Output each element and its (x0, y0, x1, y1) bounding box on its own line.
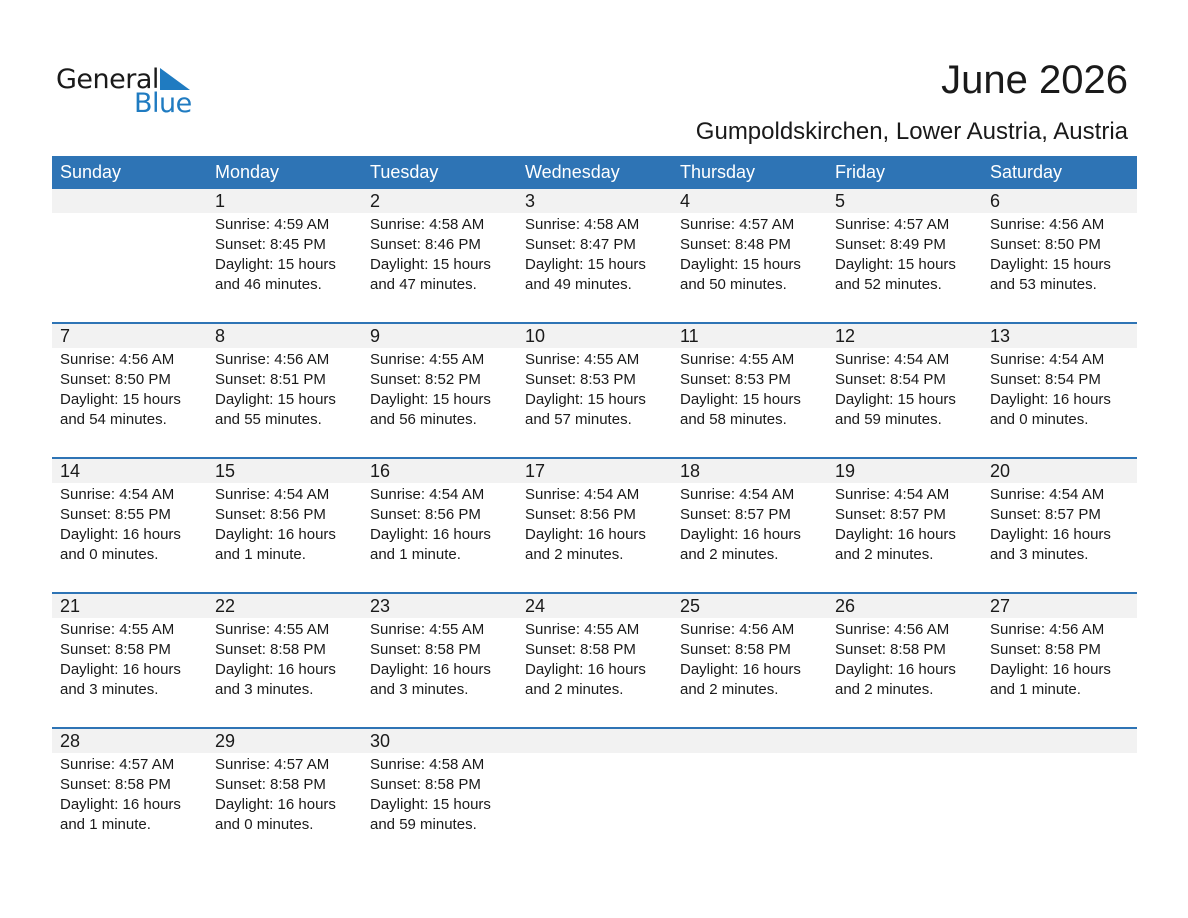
daylight-text: Daylight: 15 hours (370, 796, 491, 813)
day-number: 8 (215, 326, 226, 346)
daylight-text: Daylight: 15 hours (370, 256, 491, 273)
daylight-minutes-text: and 0 minutes. (215, 816, 314, 833)
logo-general-text: General (56, 64, 159, 95)
sunset-text: Sunset: 8:50 PM (990, 236, 1101, 253)
day-cell (517, 753, 672, 862)
daylight-minutes-text: and 2 minutes. (525, 546, 624, 563)
weekday-wednesday: Wednesday (525, 162, 620, 182)
daylight-minutes-text: and 59 minutes. (370, 816, 477, 833)
sunset-text: Sunset: 8:53 PM (525, 371, 636, 388)
day-cell (517, 213, 672, 322)
sunrise-text: Sunrise: 4:57 AM (680, 216, 795, 233)
day-cell (52, 348, 207, 457)
daylight-text: Daylight: 16 hours (215, 796, 336, 813)
sunset-text: Sunset: 8:57 PM (835, 506, 946, 523)
day-number: 30 (370, 731, 391, 751)
day-number: 6 (990, 191, 1001, 211)
sunset-text: Sunset: 8:47 PM (525, 236, 636, 253)
sunrise-text: Sunrise: 4:54 AM (525, 486, 640, 503)
daylight-minutes-text: and 1 minute. (990, 681, 1081, 698)
day-number: 11 (680, 326, 699, 346)
day-number: 15 (215, 461, 236, 481)
day-number: 14 (60, 461, 81, 481)
daylight-minutes-text: and 53 minutes. (990, 276, 1097, 293)
daylight-text: Daylight: 15 hours (525, 256, 646, 273)
sunset-text: Sunset: 8:50 PM (60, 371, 171, 388)
weekday-thursday: Thursday (680, 162, 756, 182)
daylight-minutes-text: and 58 minutes. (680, 411, 787, 428)
daylight-text: Daylight: 16 hours (215, 661, 336, 678)
sunset-text: Sunset: 8:58 PM (370, 776, 481, 793)
sunset-text: Sunset: 8:52 PM (370, 371, 481, 388)
page-title: June 2026 (941, 58, 1128, 102)
day-number: 19 (835, 461, 856, 481)
daylight-minutes-text: and 2 minutes. (525, 681, 624, 698)
sunset-text: Sunset: 8:49 PM (835, 236, 946, 253)
day-cell (52, 753, 207, 862)
sunset-text: Sunset: 8:57 PM (680, 506, 791, 523)
daylight-minutes-text: and 50 minutes. (680, 276, 787, 293)
daylight-minutes-text: and 49 minutes. (525, 276, 632, 293)
sunrise-text: Sunrise: 4:57 AM (215, 756, 330, 773)
sunset-text: Sunset: 8:58 PM (215, 641, 326, 658)
day-cell (672, 348, 827, 457)
daylight-text: Daylight: 15 hours (835, 256, 956, 273)
sunset-text: Sunset: 8:58 PM (215, 776, 326, 793)
daylight-text: Daylight: 15 hours (370, 391, 491, 408)
week-row (52, 727, 1137, 862)
day-number (827, 729, 982, 753)
day-number (672, 729, 827, 753)
day-cell (52, 483, 207, 592)
daylight-text: Daylight: 16 hours (525, 661, 646, 678)
weekday-tuesday: Tuesday (370, 162, 439, 182)
daylight-text: Daylight: 16 hours (60, 796, 181, 813)
daylight-minutes-text: and 1 minute. (60, 816, 151, 833)
daylight-text: Daylight: 16 hours (370, 526, 491, 543)
sunrise-text: Sunrise: 4:56 AM (215, 351, 330, 368)
week-row (52, 189, 1137, 322)
daylight-text: Daylight: 16 hours (835, 661, 956, 678)
sunset-text: Sunset: 8:56 PM (370, 506, 481, 523)
day-number: 22 (215, 596, 236, 616)
sunrise-text: Sunrise: 4:57 AM (60, 756, 175, 773)
day-number: 24 (525, 596, 546, 616)
day-number: 12 (835, 326, 856, 346)
day-cell (207, 618, 362, 727)
daylight-text: Daylight: 16 hours (835, 526, 956, 543)
sunset-text: Sunset: 8:56 PM (215, 506, 326, 523)
logo-blue-text: Blue (134, 88, 192, 119)
daylight-text: Daylight: 15 hours (215, 391, 336, 408)
day-number: 1 (215, 191, 226, 211)
daylight-minutes-text: and 46 minutes. (215, 276, 322, 293)
sunrise-text: Sunrise: 4:54 AM (990, 486, 1105, 503)
day-cell (982, 618, 1137, 727)
sunrise-text: Sunrise: 4:57 AM (835, 216, 950, 233)
daylight-minutes-text: and 2 minutes. (680, 681, 779, 698)
sunset-text: Sunset: 8:55 PM (60, 506, 171, 523)
daylight-text: Daylight: 15 hours (680, 391, 801, 408)
sunrise-text: Sunrise: 4:55 AM (60, 621, 175, 638)
day-cell (982, 483, 1137, 592)
daylight-text: Daylight: 15 hours (60, 391, 181, 408)
sunrise-text: Sunrise: 4:54 AM (835, 486, 950, 503)
day-cell (982, 348, 1137, 457)
day-number: 5 (835, 191, 846, 211)
day-cell (362, 753, 517, 862)
daylight-minutes-text: and 54 minutes. (60, 411, 167, 428)
day-number: 25 (680, 596, 701, 616)
daylight-minutes-text: and 3 minutes. (990, 546, 1089, 563)
day-cell (982, 753, 1137, 862)
sunset-text: Sunset: 8:46 PM (370, 236, 481, 253)
daylight-minutes-text: and 2 minutes. (835, 681, 934, 698)
day-number: 20 (990, 461, 1011, 481)
sunrise-text: Sunrise: 4:54 AM (60, 486, 175, 503)
sunset-text: Sunset: 8:58 PM (525, 641, 636, 658)
weekday-friday: Friday (835, 162, 886, 182)
day-cell (207, 483, 362, 592)
daylight-text: Daylight: 16 hours (990, 391, 1111, 408)
sunset-text: Sunset: 8:58 PM (835, 641, 946, 658)
day-number: 17 (525, 461, 546, 481)
daylight-text: Daylight: 15 hours (215, 256, 336, 273)
sunrise-text: Sunrise: 4:56 AM (60, 351, 175, 368)
day-number: 28 (60, 731, 81, 751)
sunrise-text: Sunrise: 4:54 AM (990, 351, 1105, 368)
day-number (517, 729, 672, 753)
daylight-text: Daylight: 16 hours (525, 526, 646, 543)
sunrise-text: Sunrise: 4:54 AM (835, 351, 950, 368)
day-cell (52, 618, 207, 727)
daylight-minutes-text: and 1 minute. (215, 546, 306, 563)
day-cell (517, 483, 672, 592)
daylight-text: Daylight: 16 hours (60, 661, 181, 678)
day-cell (827, 618, 982, 727)
daylight-text: Daylight: 15 hours (835, 391, 956, 408)
sunset-text: Sunset: 8:51 PM (215, 371, 326, 388)
day-cell (827, 348, 982, 457)
day-cell (362, 618, 517, 727)
daylight-text: Daylight: 15 hours (680, 256, 801, 273)
daylight-minutes-text: and 0 minutes. (60, 546, 159, 563)
daylight-minutes-text: and 0 minutes. (990, 411, 1089, 428)
daylight-text: Daylight: 15 hours (525, 391, 646, 408)
day-cell (52, 213, 207, 322)
sunrise-text: Sunrise: 4:54 AM (215, 486, 330, 503)
weekday-saturday: Saturday (990, 162, 1063, 182)
sunset-text: Sunset: 8:54 PM (990, 371, 1101, 388)
day-number: 4 (680, 191, 691, 211)
week-row (52, 457, 1137, 592)
daylight-text: Daylight: 16 hours (60, 526, 181, 543)
daylight-minutes-text: and 2 minutes. (835, 546, 934, 563)
daylight-text: Daylight: 15 hours (990, 256, 1111, 273)
daylight-text: Daylight: 16 hours (680, 526, 801, 543)
week-row (52, 322, 1137, 457)
day-cell (207, 753, 362, 862)
day-cell (827, 213, 982, 322)
week-row (52, 592, 1137, 727)
sunrise-text: Sunrise: 4:56 AM (835, 621, 950, 638)
day-cell (517, 618, 672, 727)
day-number: 29 (215, 731, 236, 751)
daylight-text: Daylight: 16 hours (990, 526, 1111, 543)
day-cell (362, 348, 517, 457)
weekday-monday: Monday (215, 162, 280, 182)
sunset-text: Sunset: 8:58 PM (60, 776, 171, 793)
sunset-text: Sunset: 8:54 PM (835, 371, 946, 388)
day-cell (672, 213, 827, 322)
day-cell (362, 213, 517, 322)
day-number: 3 (525, 191, 536, 211)
day-cell (672, 753, 827, 862)
sunset-text: Sunset: 8:57 PM (990, 506, 1101, 523)
location-subtitle: Gumpoldskirchen, Lower Austria, Austria (695, 118, 1128, 145)
daylight-text: Daylight: 16 hours (370, 661, 491, 678)
daylight-minutes-text: and 3 minutes. (215, 681, 314, 698)
daylight-minutes-text: and 56 minutes. (370, 411, 477, 428)
sunset-text: Sunset: 8:45 PM (215, 236, 326, 253)
day-number: 9 (370, 326, 381, 346)
day-cell (827, 753, 982, 862)
calendar (52, 156, 1137, 862)
day-number: 13 (990, 326, 1011, 346)
weekday-header (52, 156, 1137, 189)
sunrise-text: Sunrise: 4:54 AM (680, 486, 795, 503)
day-cell (362, 483, 517, 592)
day-number: 27 (990, 596, 1011, 616)
day-number (52, 189, 207, 213)
day-number: 21 (60, 596, 81, 616)
day-number: 26 (835, 596, 856, 616)
weekday-sunday: Sunday (60, 162, 122, 182)
day-number: 7 (60, 326, 71, 346)
logo-triangle-icon (160, 68, 190, 90)
day-number: 2 (370, 191, 381, 211)
day-number: 10 (525, 326, 546, 346)
sunrise-text: Sunrise: 4:58 AM (370, 756, 485, 773)
day-cell (982, 213, 1137, 322)
day-cell (672, 483, 827, 592)
daylight-text: Daylight: 16 hours (215, 526, 336, 543)
daylight-minutes-text: and 52 minutes. (835, 276, 942, 293)
daylight-minutes-text: and 59 minutes. (835, 411, 942, 428)
sunset-text: Sunset: 8:58 PM (990, 641, 1101, 658)
sunset-text: Sunset: 8:53 PM (680, 371, 791, 388)
daylight-text: Daylight: 16 hours (680, 661, 801, 678)
daylight-minutes-text: and 47 minutes. (370, 276, 477, 293)
day-number: 16 (370, 461, 391, 481)
sunrise-text: Sunrise: 4:58 AM (525, 216, 640, 233)
sunrise-text: Sunrise: 4:54 AM (370, 486, 485, 503)
sunrise-text: Sunrise: 4:59 AM (215, 216, 330, 233)
logo (56, 64, 196, 120)
daylight-minutes-text: and 1 minute. (370, 546, 461, 563)
daylight-text: Daylight: 16 hours (990, 661, 1111, 678)
day-cell (672, 618, 827, 727)
sunrise-text: Sunrise: 4:55 AM (680, 351, 795, 368)
sunrise-text: Sunrise: 4:58 AM (370, 216, 485, 233)
daylight-minutes-text: and 3 minutes. (60, 681, 159, 698)
sunrise-text: Sunrise: 4:55 AM (525, 351, 640, 368)
sunset-text: Sunset: 8:58 PM (680, 641, 791, 658)
daylight-minutes-text: and 3 minutes. (370, 681, 469, 698)
sunrise-text: Sunrise: 4:56 AM (990, 216, 1105, 233)
sunrise-text: Sunrise: 4:56 AM (680, 621, 795, 638)
daylight-minutes-text: and 57 minutes. (525, 411, 632, 428)
sunset-text: Sunset: 8:56 PM (525, 506, 636, 523)
day-cell (207, 348, 362, 457)
day-cell (517, 348, 672, 457)
day-number: 18 (680, 461, 701, 481)
sunset-text: Sunset: 8:58 PM (60, 641, 171, 658)
sunset-text: Sunset: 8:48 PM (680, 236, 791, 253)
sunrise-text: Sunrise: 4:55 AM (370, 621, 485, 638)
day-number (982, 729, 1137, 753)
sunrise-text: Sunrise: 4:55 AM (525, 621, 640, 638)
sunset-text: Sunset: 8:58 PM (370, 641, 481, 658)
sunrise-text: Sunrise: 4:56 AM (990, 621, 1105, 638)
daylight-minutes-text: and 55 minutes. (215, 411, 322, 428)
sunrise-text: Sunrise: 4:55 AM (370, 351, 485, 368)
daylight-minutes-text: and 2 minutes. (680, 546, 779, 563)
day-cell (207, 213, 362, 322)
day-number: 23 (370, 596, 391, 616)
sunrise-text: Sunrise: 4:55 AM (215, 621, 330, 638)
day-cell (827, 483, 982, 592)
